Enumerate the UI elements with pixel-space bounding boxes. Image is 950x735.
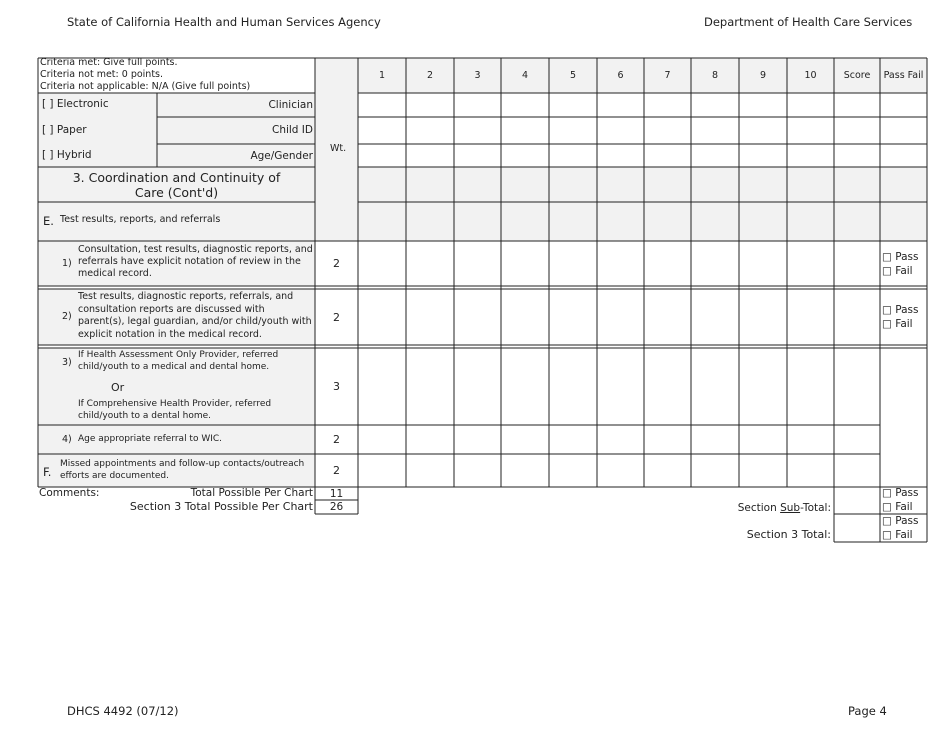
criterion-f-text: Missed appointments and follow-up contacts/outreach efforts are documented. xyxy=(60,459,305,481)
chart-col-1: 1 xyxy=(378,69,386,81)
chart-col-6: 6 xyxy=(617,69,624,81)
criterion-3-text-a: If Health Assessment Only Provider, referred child/youth to a medical and dental home. xyxy=(78,350,279,372)
chart-col-3: 3 xyxy=(474,69,481,81)
record-type-hybrid[interactable]: [ ] Hybrid xyxy=(42,149,92,161)
record-type-paper[interactable]: [ ] Paper xyxy=(42,124,87,136)
criterion-1-weight: 2 xyxy=(333,257,340,270)
wt-header: Wt. xyxy=(330,143,347,154)
criterion-3-weight: 3 xyxy=(333,380,340,393)
pass-fail-header: Pass Fail xyxy=(883,69,924,81)
section-total-possible-value: 26 xyxy=(329,501,344,513)
total-possible-label: Total Possible Per Chart xyxy=(190,487,313,499)
criterion-1-pass[interactable]: □ Pass xyxy=(882,251,919,263)
criterion-2-number: 2) xyxy=(62,311,72,322)
section-title: 3. Coordination and Continuity of Care (Cont'd) xyxy=(72,169,281,200)
record-type-electronic[interactable]: [ ] Electronic xyxy=(42,98,109,110)
subtotal-label-underlined: Sub xyxy=(780,502,801,514)
criterion-1-number: 1) xyxy=(62,258,72,269)
criterion-f-letter: F. xyxy=(43,465,52,479)
criterion-4-number: 4) xyxy=(62,434,72,445)
chart-col-9: 9 xyxy=(759,69,767,81)
subtotal-label-pre: Section xyxy=(737,502,781,514)
legend-not-met: Criteria not met: 0 points. xyxy=(40,69,164,80)
score-header: Score xyxy=(843,69,871,81)
comments-label: Comments: xyxy=(39,487,100,499)
section3-total-label: Section 3 Total: xyxy=(746,528,831,541)
field-child-id-label: Child ID xyxy=(271,124,313,136)
criterion-1-fail[interactable]: □ Fail xyxy=(882,265,913,277)
legend-met: Criteria met: Give full points. xyxy=(40,57,178,68)
criterion-4-text: Age appropriate referral to WIC. xyxy=(78,434,223,444)
subsection-e-title: Test results, reports, and referrals xyxy=(60,214,221,225)
subtotal-pass[interactable]: □ Pass xyxy=(882,487,919,499)
legend-na: Criteria not applicable: N/A (Give full points) xyxy=(40,81,251,92)
section-total-possible-label: Section 3 Total Possible Per Chart xyxy=(129,500,313,513)
department-name: Department of Health Care Services xyxy=(704,15,913,29)
section3-total-fail[interactable]: □ Fail xyxy=(882,529,913,541)
criterion-1-text: Consultation, test results, diagnostic reports, and referrals have explicit notation of review in the medical record. xyxy=(78,244,313,279)
criterion-2-text: Test results, diagnostic reports, referrals, and consultation reports are discussed with parent(s), legal guardian, and/or child/youth with explicit notation in the medical record. xyxy=(78,291,312,340)
subtotal-fail[interactable]: □ Fail xyxy=(882,501,913,513)
criterion-2-pass[interactable]: □ Pass xyxy=(882,304,919,316)
chart-col-7: 7 xyxy=(664,69,671,81)
agency-name: State of California Health and Human Services Agency xyxy=(67,15,381,29)
criterion-3-or: Or xyxy=(111,381,125,394)
form-id: DHCS 4492 (07/12) xyxy=(67,704,179,718)
chart-col-2: 2 xyxy=(426,69,434,81)
criterion-2-fail[interactable]: □ Fail xyxy=(882,318,913,330)
criterion-4-weight: 2 xyxy=(333,433,340,446)
chart-col-5: 5 xyxy=(569,69,577,81)
subsection-e-letter: E. xyxy=(43,214,54,228)
page-number: Page 4 xyxy=(848,704,887,718)
chart-col-10: 10 xyxy=(804,69,817,81)
field-age-gender-label: Age/Gender xyxy=(250,150,313,162)
section3-total-pass[interactable]: □ Pass xyxy=(882,515,919,527)
criterion-3-text-b: If Comprehensive Health Provider, referred child/youth to a dental home. xyxy=(78,399,272,421)
chart-col-8: 8 xyxy=(711,69,719,81)
field-clinician-label: Clinician xyxy=(268,99,313,111)
criterion-3-number: 3) xyxy=(62,357,72,368)
total-possible-value: 11 xyxy=(329,487,344,500)
section-subtotal-label xyxy=(738,502,831,514)
chart-col-4: 4 xyxy=(521,69,529,81)
criterion-f-weight: 2 xyxy=(333,464,340,477)
criterion-2-weight: 2 xyxy=(333,310,340,324)
subtotal-label-post: -Total: xyxy=(800,502,831,514)
